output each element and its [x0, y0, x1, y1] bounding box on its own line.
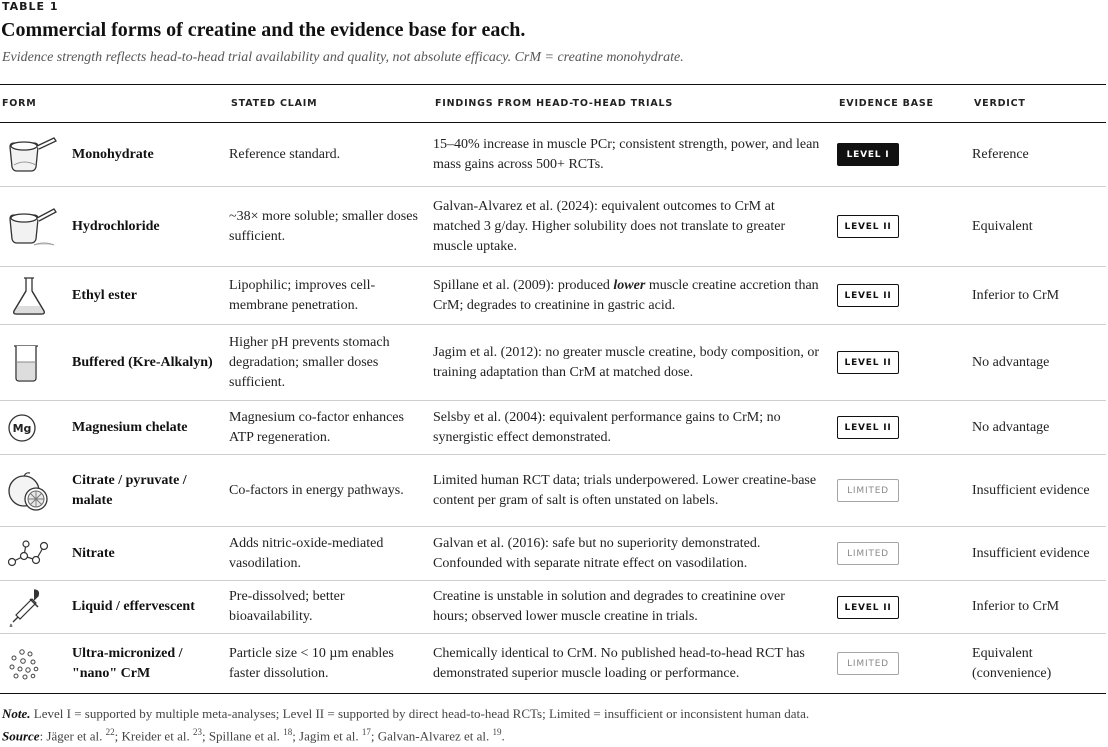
table-row — [0, 581, 1106, 634]
findings: Limited human RCT data; trials underpowered. Lower creatine-base content per gram of salt is often unstated on labels. — [433, 455, 837, 527]
header-claim: STATED CLAIM — [229, 85, 433, 123]
evidence-badge: LIMITED — [837, 479, 899, 502]
stated-claim: Co-factors in energy pathways. — [229, 455, 433, 527]
verdict: Insufficient evidence — [972, 455, 1106, 527]
table-note: Note. Level I = supported by multiple meta-analyses; Level II = supported by direct head-to-head RCTs; Limited = insufficient or inconsistent human data. — [2, 706, 810, 721]
form-name: Buffered (Kre-Alkalyn) — [72, 325, 229, 401]
form-name: Ethyl ester — [72, 267, 229, 325]
flask-icon — [4, 275, 60, 317]
table-row — [0, 123, 1106, 187]
table-row — [0, 634, 1106, 694]
table-row — [0, 187, 1106, 267]
verdict: Inferior to CrM — [972, 581, 1106, 634]
table-subtitle: Evidence strength reflects head-to-head trial availability and quality, not absolute efficacy. CrM = creatine monohydrate. — [2, 50, 684, 65]
stated-claim: Adds nitric-oxide-mediated vasodilation. — [229, 527, 433, 581]
table-label: TABLE 1 — [2, 0, 59, 13]
table-source: Source: Jäger et al. $^{22}$; Kreider et al. $^{23}$; Spillane et al. $^{18}$; Jagim et al. $^{17}$; Galvan-Alvarez et al. $^{19}$. — [2, 727, 505, 744]
stated-claim: Higher pH prevents stomach degradation; smaller doses sufficient. — [229, 325, 433, 401]
table-row — [0, 527, 1106, 581]
particles-icon — [4, 644, 60, 684]
creatine-forms-table — [0, 84, 1106, 694]
findings: Creatine is unstable in solution and degrades to creatinine over hours; observed lower muscle creatine in trials. — [433, 581, 837, 634]
header-row — [0, 85, 1106, 123]
beaker-icon — [4, 342, 60, 384]
evidence-badge: LEVEL II — [837, 215, 899, 238]
scoop-icon — [4, 135, 60, 175]
findings: Spillane et al. (2009): produced lower muscle creatine accretion than CrM; degrades to creatinine in gastric acid. — [433, 267, 837, 325]
stated-claim: Reference standard. — [229, 123, 433, 187]
evidence-badge: LEVEL II — [837, 284, 899, 307]
evidence-badge: LIMITED — [837, 542, 899, 565]
verdict: Equivalent — [972, 187, 1106, 267]
findings: Chemically identical to CrM. No published head-to-head RCT has demonstrated superior muscle loading or performance. — [433, 634, 837, 694]
evidence-badge: LEVEL II — [837, 416, 899, 439]
table-title: Commercial forms of creatine and the evidence base for each. — [1, 19, 526, 41]
stated-claim: Lipophilic; improves cell-membrane penetration. — [229, 267, 433, 325]
stated-claim: Magnesium co-factor enhances ATP regeneration. — [229, 401, 433, 455]
findings: Jagim et al. (2012): no greater muscle creatine, body composition, or training adaptation than CrM at matched dose. — [433, 325, 837, 401]
table-row — [0, 325, 1106, 401]
evidence-badge: LIMITED — [837, 652, 899, 675]
findings: 15–40% increase in muscle PCr; consistent strength, power, and lean mass gains across 500+ RCTs. — [433, 123, 837, 187]
table-row — [0, 401, 1106, 455]
form-name: Monohydrate — [72, 123, 229, 187]
header-verdict: VERDICT — [972, 85, 1106, 123]
form-name: Magnesium chelate — [72, 401, 229, 455]
table-row — [0, 455, 1106, 527]
verdict: Reference — [972, 123, 1106, 187]
evidence-badge: LEVEL II — [837, 351, 899, 374]
stated-claim: Pre-dissolved; better bioavailability. — [229, 581, 433, 634]
header-form: FORM — [0, 85, 229, 123]
table-row — [0, 267, 1106, 325]
evidence-badge: LEVEL II — [837, 596, 899, 619]
form-name: Nitrate — [72, 527, 229, 581]
verdict: Equivalent (convenience) — [972, 634, 1106, 694]
scoop-icon — [4, 205, 60, 249]
form-name: Ultra-micronized / "nano" CrM — [72, 634, 229, 694]
stated-claim: ~38× more soluble; smaller doses sufficient. — [229, 187, 433, 267]
verdict: No advantage — [972, 401, 1106, 455]
form-name: Liquid / effervescent — [72, 581, 229, 634]
header-evidence: EVIDENCE BASE — [837, 85, 972, 123]
citrus-icon — [4, 469, 60, 513]
findings: Galvan et al. (2016): safe but no superiority demonstrated. Confounded with separate nitrate effect on vasodilation. — [433, 527, 837, 581]
molecule-icon — [4, 536, 60, 572]
form-name: Hydrochloride — [72, 187, 229, 267]
dropper-icon — [4, 587, 60, 627]
magnesium-icon — [4, 410, 60, 446]
svg-text:Mg: Mg — [12, 421, 32, 435]
verdict: No advantage — [972, 325, 1106, 401]
findings: Selsby et al. (2004): equivalent performance gains to CrM; no synergistic effect demonstrated. — [433, 401, 837, 455]
header-findings: FINDINGS FROM HEAD-TO-HEAD TRIALS — [433, 85, 837, 123]
form-name: Citrate / pyruvate / malate — [72, 455, 229, 527]
verdict: Inferior to CrM — [972, 267, 1106, 325]
verdict: Insufficient evidence — [972, 527, 1106, 581]
evidence-badge: LEVEL I — [837, 143, 899, 166]
findings: Galvan-Alvarez et al. (2024): equivalent outcomes to CrM at matched 3 g/day. Higher solubility does not translate to greater muscle uptake. — [433, 187, 837, 267]
stated-claim: Particle size < 10 µm enables faster dissolution. — [229, 634, 433, 694]
